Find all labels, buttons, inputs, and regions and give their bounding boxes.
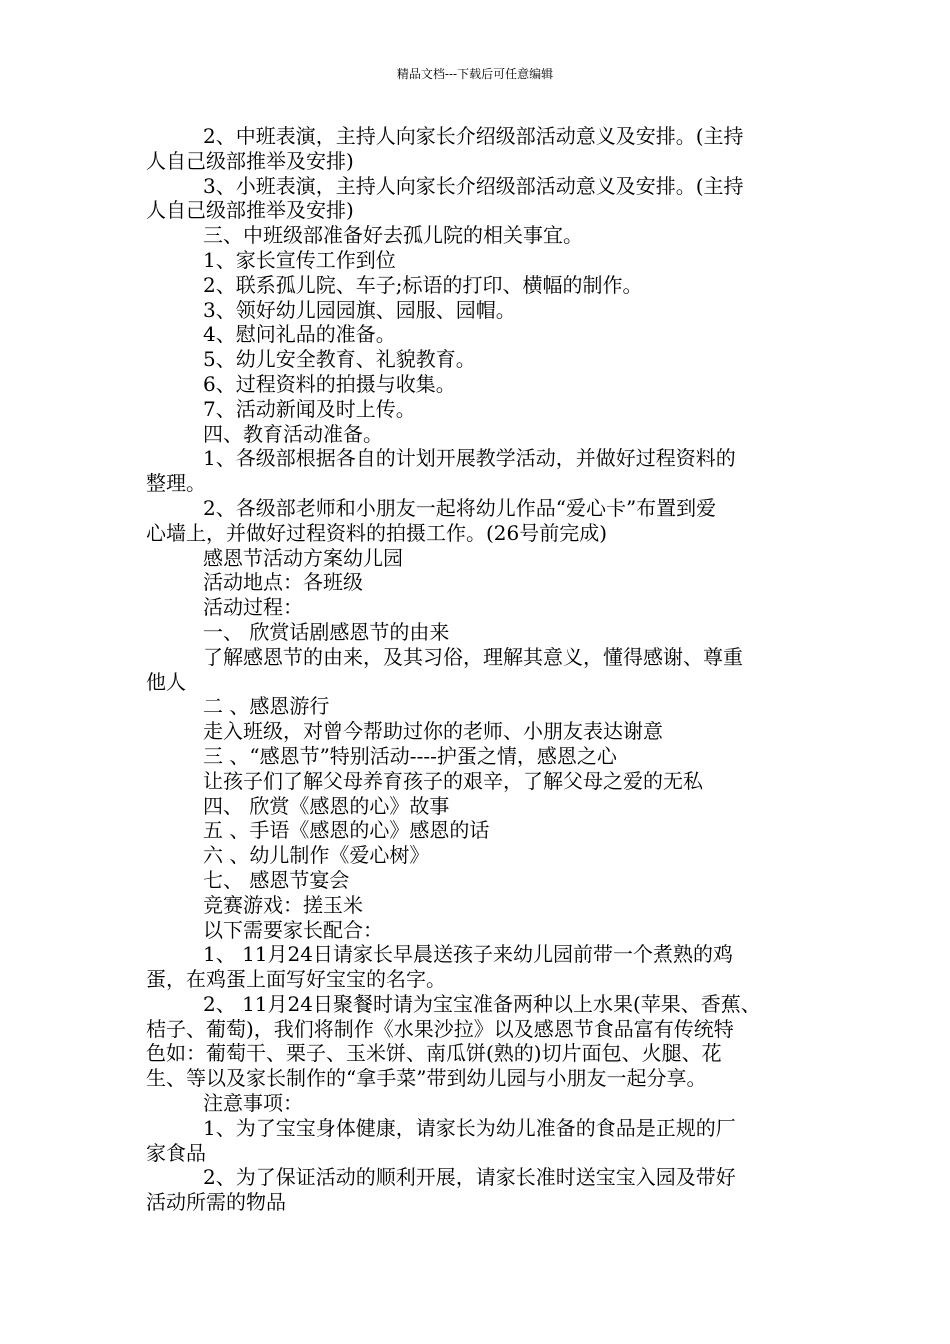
text-line: 了解感恩节的由来，及其习俗，理解其意义，懂得感谢、尊重 <box>203 644 743 669</box>
text-line: 三、中班级部准备好去孤儿院的相关事宜。 <box>203 223 583 248</box>
text-line: 1、家长宣传工作到位 <box>203 247 396 272</box>
text-line: 色如：葡萄干、栗子、玉米饼、南瓜饼(熟的)切片面包、火腿、花 <box>146 1041 722 1066</box>
text-line: 七、 感恩节宴会 <box>203 867 350 892</box>
text-line: 让孩子们了解父母养育孩子的艰辛，了解父母之爱的无私 <box>203 768 703 793</box>
text-line: 注意事项： <box>203 1091 303 1116</box>
text-line: 家食品 <box>146 1140 206 1165</box>
text-line: 感恩节活动方案幼儿园 <box>203 545 403 570</box>
text-line: 竞赛游戏：搓玉米 <box>203 892 363 917</box>
text-line: 桔子、葡萄)，我们将制作《水果沙拉》以及感恩节食品富有传统特 <box>146 1016 734 1041</box>
text-line: 1、 11月24日请家长早晨送孩子来幼儿园前带一个煮熟的鸡 <box>203 942 733 967</box>
text-line: 3、小班表演，主持人向家长介绍级部活动意义及安排。(主持 <box>203 173 744 198</box>
text-line: 活动地点：各班级 <box>203 570 363 595</box>
text-line: 整理。 <box>146 471 206 496</box>
text-line: 他人 <box>146 669 186 694</box>
text-line: 人自己级部推举及安排) <box>146 198 354 223</box>
text-line: 四、教育活动准备。 <box>203 421 383 446</box>
text-line: 一、 欣赏话剧感恩节的由来 <box>203 619 450 644</box>
text-line: 五 、手语《感恩的心》感恩的话 <box>203 818 490 843</box>
text-line: 4、慰问礼品的准备。 <box>203 322 396 347</box>
text-line: 三 、“感恩节”特别活动----护蛋之情，感恩之心 <box>203 743 617 768</box>
page-header: 精品文档---下载后可任意编辑 <box>396 67 554 81</box>
text-line: 二 、感恩游行 <box>203 694 330 719</box>
text-line: 六 、幼儿制作《爱心树》 <box>203 843 430 868</box>
text-line: 5、幼儿安全教育、礼貌教育。 <box>203 347 476 372</box>
text-line: 活动所需的物品 <box>146 1190 286 1215</box>
text-line: 7、活动新闻及时上传。 <box>203 396 416 421</box>
text-line: 2、联系孤儿院、车子;标语的打印、横幅的制作。 <box>203 272 643 297</box>
text-line: 1、各级部根据各自的计划开展教学活动，并做好过程资料的 <box>203 446 736 471</box>
text-line: 以下需要家长配合： <box>203 917 383 942</box>
text-line: 蛋，在鸡蛋上面写好宝宝的名字。 <box>146 967 446 992</box>
text-line: 3、领好幼儿园园旗、园服、园帽。 <box>203 297 516 322</box>
text-line: 生、等以及家长制作的“拿手菜”带到幼儿园与小朋友一起分享。 <box>146 1066 707 1091</box>
text-line: 2、 11月24日聚餐时请为宝宝准备两种以上水果(苹果、香蕉、 <box>203 991 761 1016</box>
text-line: 2、各级部老师和小朋友一起将幼儿作品“爱心卡”布置到爱 <box>203 495 717 520</box>
text-line: 1、为了宝宝身体健康，请家长为幼儿准备的食品是正规的厂 <box>203 1115 736 1140</box>
text-line: 人自己级部推举及安排) <box>146 148 354 173</box>
document-body <box>146 124 810 1215</box>
text-line: 四、 欣赏《感恩的心》故事 <box>203 793 450 818</box>
text-line: 心墙上，并做好过程资料的拍摄工作。(26号前完成) <box>146 520 608 545</box>
text-line: 2、中班表演，主持人向家长介绍级部活动意义及安排。(主持 <box>203 124 744 148</box>
text-line: 走入班级，对曾今帮助过你的老师、小朋友表达谢意 <box>203 719 663 744</box>
text-line: 6、过程资料的拍摄与收集。 <box>203 371 456 396</box>
text-line: 活动过程： <box>203 595 303 620</box>
text-line: 2、为了保证活动的顺利开展，请家长准时送宝宝入园及带好 <box>203 1165 736 1190</box>
